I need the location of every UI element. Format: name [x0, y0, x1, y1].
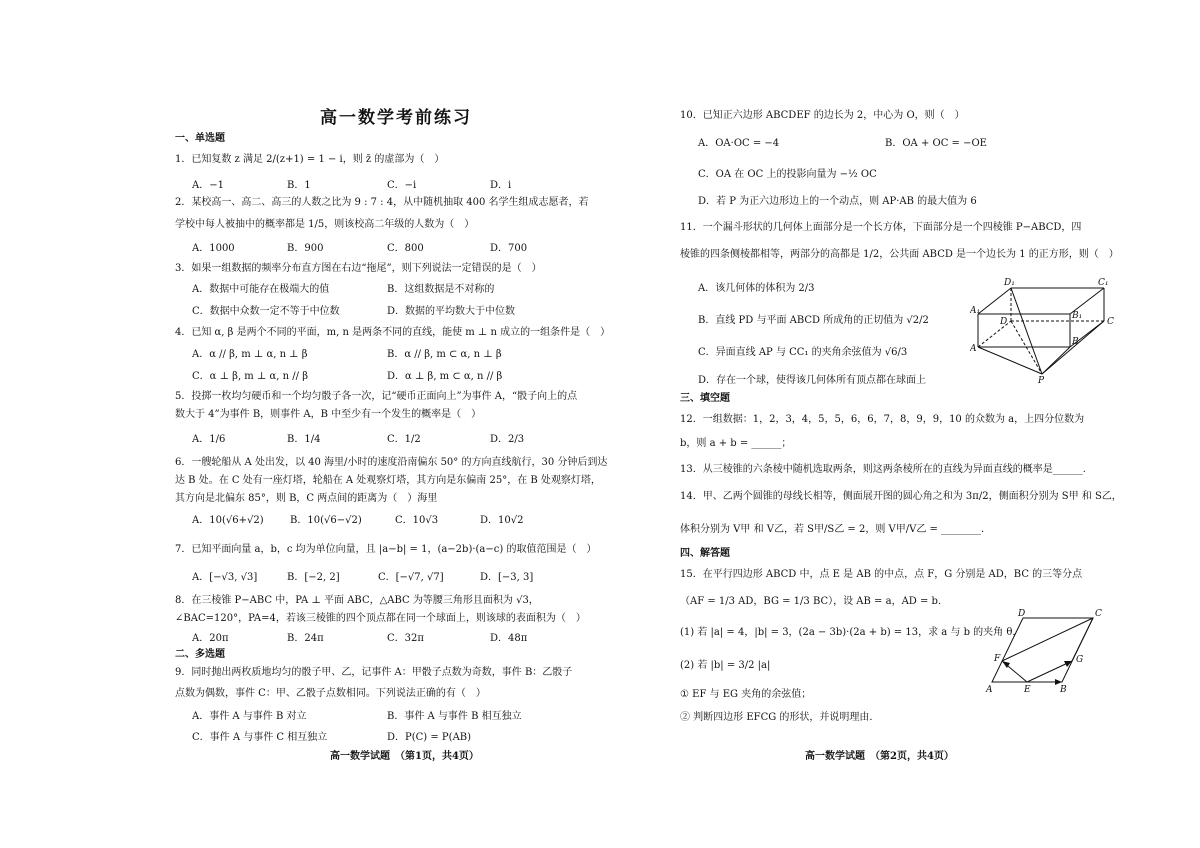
section-single-choice: 一、单选题 — [175, 133, 225, 144]
page-2 — [680, 0, 1120, 848]
question-4: 4．已知 α, β 是两个不同的平面，m, n 是两条不同的直线，能使 m ⊥ n 成立的一组条件是（ ） — [175, 327, 611, 338]
q5-option-c: C．1/2 — [387, 434, 421, 445]
q5-option-d: D．2/3 — [490, 434, 525, 445]
q6-option-d: D．10√2 — [480, 515, 524, 526]
question-13: 13．从三棱锥的六条棱中随机选取两条，则这两条棱所在的直线为异面直线的概率是______. — [680, 464, 1086, 475]
question-3: 3．如果一组数据的频率分布直方图在右边“拖尾”，则下列说法一定错误的是（ ） — [175, 263, 542, 274]
q4-option-c: C．α ⊥ β, m ⊥ α, n // β — [192, 371, 308, 382]
section-multi-choice: 二、多选题 — [175, 649, 225, 660]
question-9-line-2: 点数为偶数，事件 C：甲、乙骰子点数相同。下列说法正确的有（ ） — [175, 688, 486, 699]
label-p: P — [1038, 376, 1045, 384]
question-7: 7．已知平面向量 a，b，c 均为单位向量，且 |a−b| = 1，(a−2b)·(a−c) 的取值范围是（ ） — [175, 544, 597, 555]
q10-option-b: B．OA + OC = −OE — [885, 138, 987, 149]
q8-option-d: D．48π — [490, 633, 528, 644]
question-11-line-1: 11．一个漏斗形状的几何体上面部分是一个长方体，下面部分是一个四棱锥 P−ABCD，四 — [680, 222, 1082, 233]
question-14-line-1: 14．甲、乙两个圆锥的母线长相等，侧面展开图的圆心角之和为 3π/2，侧面积分别为 S甲 和 S乙， — [680, 491, 1122, 502]
label-d: D — [1018, 609, 1026, 619]
question-6-line-3: 其方向是北偏东 85°，则 B，C 两点间的距离为（ ）海里 — [175, 493, 438, 504]
question-15-part-1: (1) 若 |a| = 4，|b| = 3，(2a − 3b)·(2a + b) = 13，求 a 与 b 的夹角 θ． — [680, 627, 1023, 638]
figure-funnel-solid — [970, 276, 1120, 384]
q8-option-a: A．20π — [192, 633, 229, 644]
q2-option-d: D．700 — [490, 243, 528, 254]
label-b: B — [1072, 337, 1079, 347]
q11-option-c: C．异面直线 AP 与 CC₁ 的夹角余弦值为 √6/3 — [698, 347, 908, 358]
q7-option-c: C．[−√7, √7] — [378, 572, 444, 583]
q9-option-d: D．P(C) = P(AB) — [387, 732, 472, 743]
figure-parallelogram — [980, 608, 1115, 694]
q1-option-a: A．−1 — [192, 180, 224, 191]
question-6-line-2: 达 B 处。在 C 处有一座灯塔，轮船在 A 处观察灯塔，其方向是东偏南 25°，在 B 处观察灯塔， — [175, 475, 601, 486]
question-11-line-2: 棱锥的四条侧棱都相等，两部分的高都是 1/2，公共面 ABCD 是一个边长为 1 的正方形，则（ ） — [680, 249, 1119, 260]
q7-option-a: A．[−√3, √3] — [192, 572, 258, 583]
label-a1: A₁ — [970, 306, 981, 316]
q6-option-b: B．10(√6−√2) — [290, 515, 362, 526]
q10-option-a: A．OA·OC = −4 — [698, 138, 780, 149]
label-d: D — [1000, 317, 1008, 327]
question-15-line-2: （AF = 1/3 AD，BG = 1/3 BC），设 AB = a，AD = b． — [680, 596, 948, 607]
q7-option-d: D．[−3, 3] — [480, 572, 534, 583]
question-5-line-1: 5．投掷一枚均匀硬币和一个均匀骰子各一次，记“硬币正面向上”为事件 A，“骰子向上的点 — [175, 391, 578, 402]
q4-option-a: A．α // β, m ⊥ α, n ⊥ β — [192, 349, 308, 360]
label-e: E — [1024, 685, 1031, 694]
q4-option-d: D．α ⊥ β, m ⊂ α, n // β — [387, 371, 503, 382]
q3-option-c: C．数据中众数一定不等于中位数 — [192, 306, 340, 317]
question-5-line-2: 数大于 4”为事件 B，则事件 A，B 中至少有一个发生的概率是（ ） — [175, 409, 482, 420]
question-12-line-1: 12．一组数据：1，2，3，4，5，5，6，6，7，8，9，9，10 的众数为 a，上四分位数为 — [680, 414, 1085, 425]
q1-option-b: B．1 — [287, 180, 311, 191]
question-2-line-2: 学校中每人被抽中的概率都是 1/5，则该校高二年级的人数为（ ） — [175, 219, 475, 230]
label-d1: D₁ — [1004, 278, 1015, 288]
label-c: C — [1095, 609, 1102, 619]
question-8-line-2: ∠BAC=120°，PA=4，若该三棱锥的四个顶点都在同一个球面上，则该球的表面积为（ ） — [175, 613, 586, 624]
label-b: B — [1060, 685, 1067, 694]
q3-option-d: D．数据的平均数大于中位数 — [387, 306, 516, 317]
question-6-line-1: 6．一艘轮船从 A 处出发，以 40 海里/小时的速度沿南偏东 50° 的方向直线航行，30 分钟后到达 — [175, 457, 608, 468]
q9-option-b: B．事件 A 与事件 B 相互独立 — [387, 711, 522, 722]
q11-option-a: A．该几何体的体积为 2/3 — [698, 283, 815, 294]
q7-option-b: B．[−2, 2] — [287, 572, 340, 583]
label-b1: B₁ — [1072, 311, 1083, 321]
label-a: A — [986, 685, 993, 694]
question-8-line-1: 8．在三棱锥 P−ABC 中，PA ⊥ 平面 ABC，△ABC 为等腰三角形且面积为 √3， — [175, 595, 539, 606]
page-1 — [170, 0, 611, 848]
question-15-line-1: 15．在平行四边形 ABCD 中，点 E 是 AB 的中点，点 F，G 分别是 AD，BC 的三等分点 — [680, 569, 1083, 580]
q1-option-d: D．i — [490, 180, 512, 191]
q2-option-c: C．800 — [387, 243, 424, 254]
q11-option-d: D．存在一个球，使得该几何体所有顶点都在球面上 — [698, 375, 927, 386]
q3-option-a: A．数据中可能存在极端大的值 — [192, 284, 330, 295]
q6-option-c: C．10√3 — [395, 515, 439, 526]
question-9-line-1: 9．同时抛出两枚质地均匀的骰子甲、乙，记事件 A：甲骰子点数为奇数，事件 B：乙骰子 — [175, 667, 573, 678]
question-1: 1．已知复数 z 满足 2/(z+1) = 1 − i，则 z̄ 的虚部为（ ） — [175, 154, 445, 165]
section-fill-in: 三、填空题 — [680, 393, 730, 404]
page-footer-2: 高一数学试题 （第2页，共4页） — [805, 751, 954, 762]
question-12-line-2: b，则 a + b = ______； — [680, 438, 792, 449]
label-a: A — [970, 344, 977, 354]
q2-option-a: A．1000 — [192, 243, 235, 254]
label-g: G — [1076, 655, 1084, 665]
question-14-line-2: 体积分别为 V甲 和 V乙，若 S甲/S乙 = 2，则 V甲/V乙 = ________. — [680, 524, 985, 535]
section-solve: 四、解答题 — [680, 548, 730, 559]
label-f: F — [994, 654, 1001, 664]
q9-option-a: A．事件 A 与事件 B 对立 — [192, 711, 307, 722]
q6-option-a: A．10(√6+√2) — [192, 515, 264, 526]
label-c: C — [1107, 317, 1114, 327]
question-10: 10．已知正六边形 ABCDEF 的边长为 2，中心为 O，则（ ） — [680, 110, 965, 121]
page-footer-1: 高一数学试题 （第1页，共4页） — [330, 751, 479, 762]
q2-option-b: B．900 — [287, 243, 324, 254]
question-2-line-1: 2．某校高一、高二、高三的人数之比为 9 : 7 : 4，从中随机抽取 400 名学生组成志愿者，若 — [175, 197, 589, 208]
q10-option-d: D．若 P 为正六边形边上的一个动点，则 AP·AB 的最大值为 6 — [698, 196, 977, 207]
q8-option-c: C．32π — [387, 633, 424, 644]
q3-option-b: B．这组数据是不对称的 — [387, 284, 495, 295]
question-15-sub-2: ② 判断四边形 EFCG 的形状，并说明理由． — [680, 712, 880, 723]
q5-option-b: B．1/4 — [287, 434, 321, 445]
label-c1: C₁ — [1098, 278, 1109, 288]
q4-option-b: B．α // β, m ⊂ α, n ⊥ β — [387, 349, 502, 360]
exam-title: 高一数学考前练习 — [320, 108, 472, 128]
q8-option-b: B．24π — [287, 633, 324, 644]
q10-option-c: C．OA 在 OC 上的投影向量为 −½ OC — [698, 169, 877, 180]
q5-option-a: A．1/6 — [192, 434, 226, 445]
question-15-part-2: (2) 若 |b| = 3/2 |a| — [680, 660, 771, 671]
q11-option-b: B．直线 PD 与平面 ABCD 所成角的正切值为 √2/2 — [698, 315, 929, 326]
question-15-sub-1: ① EF 与 EG 夹角的余弦值； — [680, 689, 812, 700]
q9-option-c: C．事件 A 与事件 C 相互独立 — [192, 732, 328, 743]
q1-option-c: C．−i — [387, 180, 417, 191]
